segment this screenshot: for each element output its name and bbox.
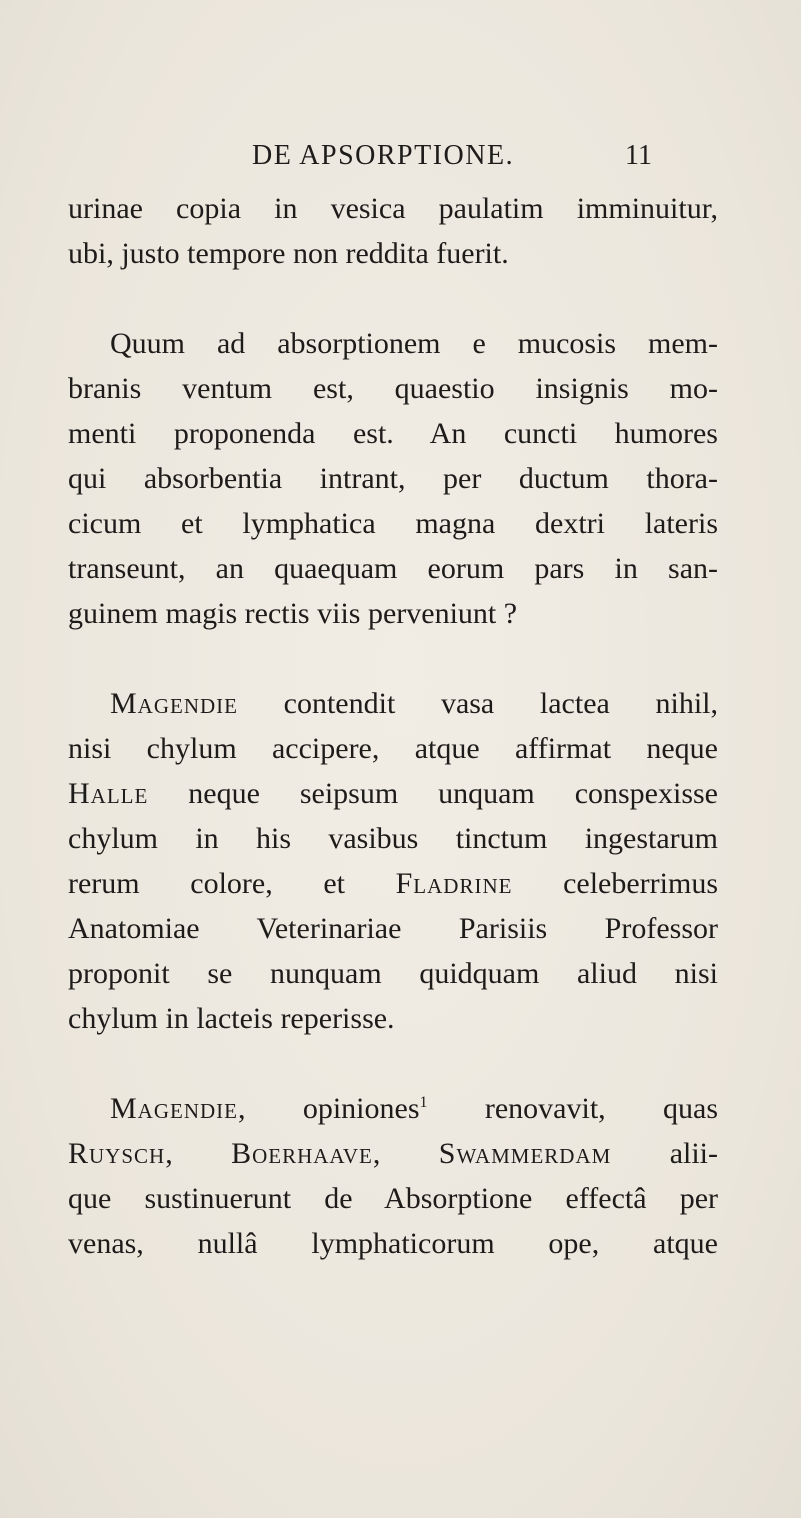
text-line: Quum ad absorptionem e mucosis mem-: [110, 327, 718, 360]
text-run: neque seipsum unquam conspexisse: [148, 777, 718, 810]
author-name: Halle: [68, 777, 149, 810]
text-line: chylum in lacteis reperisse.: [68, 1002, 395, 1035]
text-run: alii-: [611, 1137, 719, 1170]
text-line: [68, 771, 718, 816]
author-name: Fladrine: [395, 867, 513, 900]
text-run: rerum colore, et: [68, 867, 396, 900]
paragraph-3: [68, 681, 718, 1041]
text-line: transeunt, an quaequam eorum pars in san-: [68, 552, 718, 585]
text-line: venas, nullâ lymphaticorum ope, atque: [68, 1227, 718, 1260]
text-line: guinem magis rectis viis perveniunt ?: [68, 597, 518, 630]
paragraph-4: [68, 1086, 718, 1266]
author-name: Boerhaave: [231, 1137, 373, 1170]
text-line: [68, 681, 718, 726]
text-line: urinae copia in vesica paulatim imminuitur,: [68, 192, 718, 225]
text-run: , opiniones: [238, 1092, 420, 1125]
text-run: ,: [165, 1137, 232, 1170]
text-line: ubi, justo tempore non reddita fuerit.: [68, 237, 509, 270]
text-run: ,: [372, 1137, 439, 1170]
text-line: cicum et lymphatica magna dextri lateris: [68, 507, 718, 540]
footnote-marker[interactable]: 1: [419, 1094, 428, 1111]
text-line: menti proponenda est. An cuncti humores: [68, 417, 718, 450]
text-run: celeberrimus: [512, 867, 718, 900]
text-line: proponit se nunquam quidquam aliud nisi: [68, 957, 718, 990]
text-line: Anatomiae Veterinariae Parisiis Professor: [68, 912, 718, 945]
text-line: branis ventum est, quaestio insignis mo-: [68, 372, 718, 405]
running-title: DE APSORPTIONE.: [252, 140, 515, 171]
text-line: chylum in his vasibus tinctum ingestarum: [68, 822, 718, 855]
body-text: [68, 186, 718, 1266]
paragraph-1: [68, 186, 718, 276]
author-name: Magendie: [110, 1092, 238, 1125]
author-name: Magendie: [110, 687, 238, 720]
author-name: Ruysch: [68, 1137, 166, 1170]
text-run: contendit vasa lactea nihil,: [238, 687, 718, 720]
text-run: renovavit, quas: [427, 1092, 718, 1125]
text-line: que sustinuerunt de Absorptione effectâ per: [68, 1182, 718, 1215]
page-number: 11: [625, 140, 652, 171]
author-name: Swammerdam: [438, 1137, 612, 1170]
text-line: [68, 1086, 718, 1131]
text-line: [68, 1131, 718, 1176]
paragraph-2: [68, 321, 718, 636]
text-line: [68, 861, 718, 906]
text-line: nisi chylum accipere, atque affirmat neque: [68, 732, 718, 765]
text-line: qui absorbentia intrant, per ductum thora-: [68, 462, 718, 495]
running-head: [0, 140, 801, 180]
